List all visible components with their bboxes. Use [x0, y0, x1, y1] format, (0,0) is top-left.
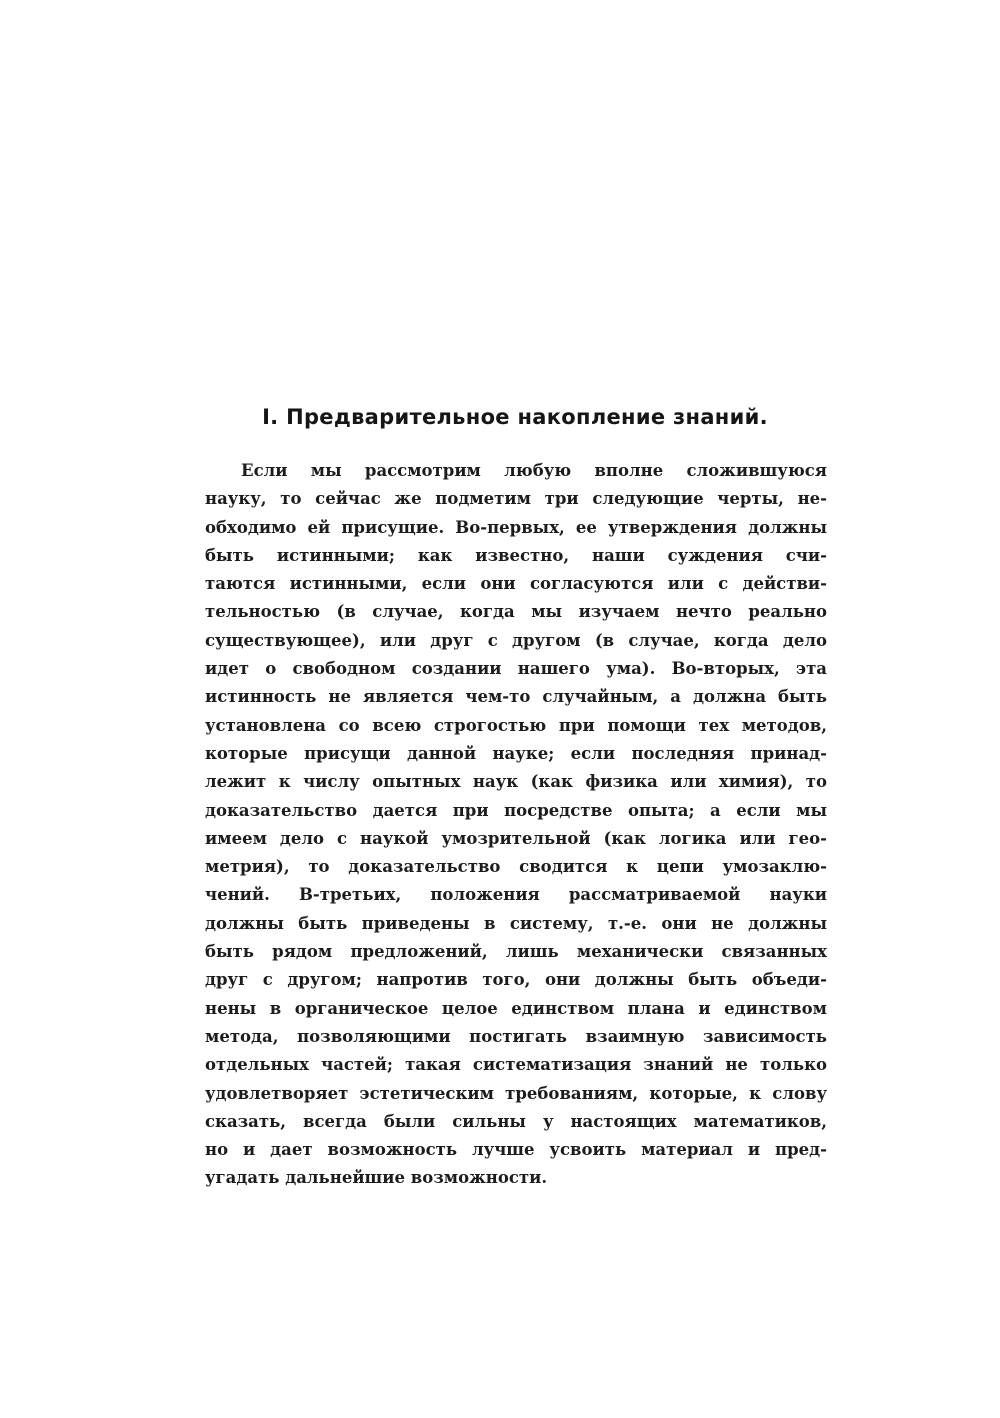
- text-line: установлена со всею строгостью при помощи тех методов,: [205, 715, 827, 735]
- text-line: чений. В-третьих, положения рассматриваемой науки: [205, 885, 827, 905]
- text-line: таются истинными, если они согласуются или с действи-: [205, 574, 827, 594]
- text-line: удовлетворяет эстетическим требованиям, которые, к слову: [205, 1083, 827, 1103]
- text-line: которые присущи данной науке; если последняя принад-: [205, 743, 827, 763]
- text-line: угадать дальнейшие возможности.: [205, 1168, 548, 1188]
- text-line: идет о свободном создании нашего ума). Во-вторых, эта: [205, 659, 827, 679]
- text-line: Если мы рассмотрим любую вполне сложившуюся: [241, 461, 827, 480]
- text-line: быть истинными; как известно, наши суждения счи-: [205, 545, 827, 565]
- text-line: нены в органическое целое единством плана и единством: [205, 998, 827, 1018]
- text-line: науку, то сейчас же подметим три следующие черты, не-: [205, 489, 827, 509]
- text-line: истинность не является чем-то случайным, а должна быть: [205, 687, 827, 707]
- text-line: метода, позволяющими постигать взаимную зависимость: [205, 1026, 827, 1046]
- text-line: тельностью (в случае, когда мы изучаем нечто реально: [205, 602, 827, 622]
- text-line: но и дает возможность лучше усвоить материал и пред-: [205, 1140, 827, 1160]
- section-heading: I. Предварительное накопление знаний.: [262, 405, 768, 429]
- text-line: метрия), то доказательство сводится к цепи умозаклю-: [205, 857, 827, 877]
- text-line: друг с другом; напротив того, они должны быть объеди-: [205, 970, 827, 990]
- text-line: существующее), или друг с другом (в случае, когда дело: [205, 630, 827, 650]
- text-line: лежит к числу опытных наук (как физика или химия), то: [205, 772, 827, 792]
- text-line: быть рядом предложений, лишь механически связанных: [205, 942, 827, 962]
- text-line: имеем дело с наукой умозрительной (как логика или гео-: [205, 828, 827, 848]
- text-line: сказать, всегда были сильны у настоящих математиков,: [205, 1111, 827, 1131]
- text-line: отдельных частей; такая систематизация знаний не только: [205, 1055, 827, 1075]
- text-line: доказательство дается при посредстве опыта; а если мы: [205, 800, 827, 820]
- text-line: обходимо ей присущие. Во-первых, ее утверждения должны: [205, 517, 827, 537]
- paragraph: [205, 457, 827, 1193]
- text-line: должны быть приведены в систему, т.-е. они не должны: [205, 913, 827, 933]
